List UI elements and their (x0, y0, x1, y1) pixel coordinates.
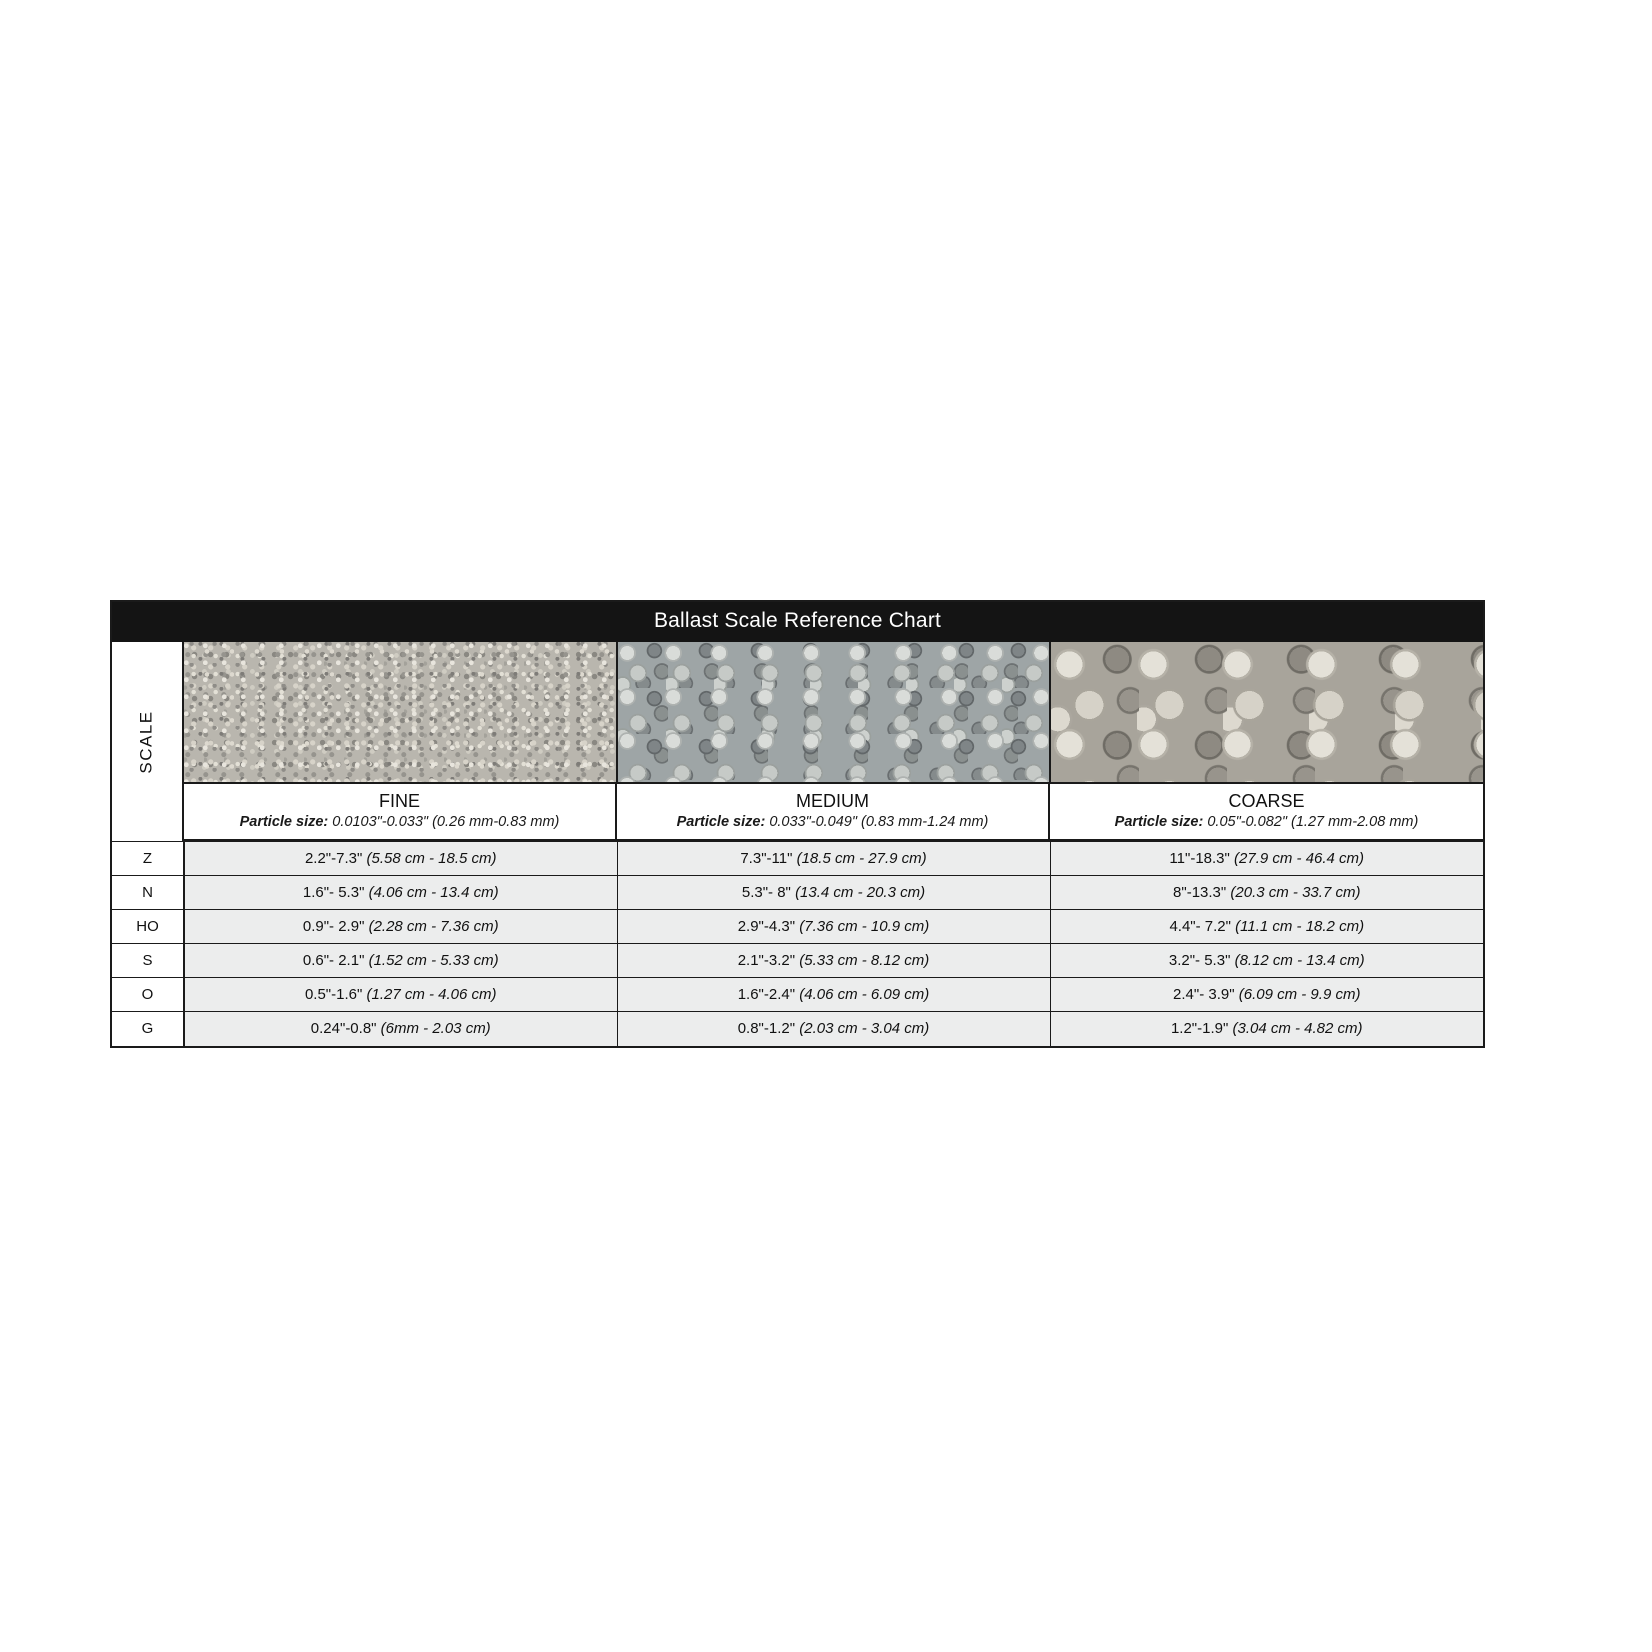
particle-size-value-fine: 0.0103"-0.033" (0.26 mm-0.83 mm) (332, 814, 560, 831)
cell-s-medium-cm: (5.33 cm - 8.12 cm) (799, 952, 930, 970)
particle-size-value-medium: 0.033"-0.049" (0.83 mm-1.24 mm) (769, 814, 989, 831)
cell-ho-fine-cm: (2.28 cm - 7.36 cm) (368, 918, 499, 936)
cell-n-coarse (1050, 876, 1483, 910)
cell-n-medium (617, 876, 1050, 910)
cell-s-fine (184, 944, 617, 978)
row-label-ho: HO (112, 910, 184, 944)
cell-s-coarse-inches: 3.2"- 5.3" (1168, 952, 1231, 970)
table-row (112, 1012, 1483, 1046)
grade-particle-size-fine (190, 813, 609, 832)
coarse-ballast-photo (1051, 642, 1483, 782)
cell-g-medium (617, 1012, 1050, 1046)
particle-size-value-coarse: 0.05"-0.082" (1.27 mm-2.08 mm) (1207, 814, 1419, 831)
cell-o-coarse-inches: 2.4"- 3.9" (1173, 986, 1235, 1004)
cell-n-coarse-cm: (20.3 cm - 33.7 cm) (1230, 884, 1361, 902)
cell-n-medium-inches: 5.3"- 8" (741, 884, 791, 902)
row-label-g: G (112, 1012, 184, 1046)
cell-ho-coarse-inches: 4.4"- 7.2" (1169, 918, 1231, 936)
cell-o-coarse (1050, 978, 1483, 1012)
cell-z-medium (617, 842, 1050, 876)
cell-ho-medium-inches: 2.9"-4.3" (737, 918, 796, 936)
grade-header-row (184, 784, 1483, 841)
cell-ho-coarse-cm: (11.1 cm - 18.2 cm) (1235, 918, 1365, 936)
grade-columns (184, 642, 1483, 841)
medium-ballast-photo (618, 642, 1052, 782)
cell-ho-medium (617, 910, 1050, 944)
cell-o-medium (617, 978, 1050, 1012)
cell-n-fine (184, 876, 617, 910)
cell-g-coarse-inches: 1.2"-1.9" (1170, 1020, 1229, 1038)
cell-z-medium-inches: 7.3"-11" (740, 850, 793, 868)
ballast-size-table (112, 841, 1483, 1046)
row-label-n: N (112, 876, 184, 910)
grade-name-coarse: COARSE (1228, 791, 1305, 811)
table-body (112, 842, 1483, 1046)
cell-n-fine-inches: 1.6"- 5.3" (302, 884, 365, 902)
cell-o-medium-inches: 1.6"-2.4" (737, 986, 796, 1004)
table-row (112, 978, 1483, 1012)
table-row (112, 944, 1483, 978)
cell-z-coarse-cm: (27.9 cm - 46.4 cm) (1234, 850, 1365, 868)
grade-name-medium: MEDIUM (796, 791, 869, 811)
grade-header-fine (184, 784, 617, 839)
cell-g-fine-inches: 0.24"-0.8" (310, 1020, 377, 1038)
medium-gravel-texture (618, 642, 1050, 782)
fine-ballast-photo (184, 642, 618, 782)
cell-g-coarse-cm: (3.04 cm - 4.82 cm) (1232, 1020, 1363, 1038)
cell-o-fine-inches: 0.5"-1.6" (304, 986, 363, 1004)
chart-upper-section (112, 642, 1483, 841)
cell-ho-medium-cm: (7.36 cm - 10.9 cm) (799, 918, 930, 936)
cell-ho-coarse (1050, 910, 1483, 944)
particle-size-label-medium: Particle size: (676, 814, 766, 831)
particle-size-label-coarse: Particle size: (1114, 814, 1204, 831)
scale-axis-label-cell (112, 642, 184, 841)
cell-z-coarse-inches: 11"-18.3" (1169, 850, 1230, 868)
cell-g-fine-cm: (6mm - 2.03 cm) (380, 1020, 491, 1038)
row-label-o: O (112, 978, 184, 1012)
cell-z-medium-cm: (18.5 cm - 27.9 cm) (796, 850, 927, 868)
ballast-photo-row (184, 642, 1483, 784)
cell-s-medium-inches: 2.1"-3.2" (737, 952, 796, 970)
grade-header-coarse (1050, 784, 1483, 839)
particle-size-label-fine: Particle size: (239, 814, 329, 831)
cell-o-fine-cm: (1.27 cm - 4.06 cm) (366, 986, 497, 1004)
grade-particle-size-coarse (1056, 813, 1477, 832)
cell-ho-fine-inches: 0.9"- 2.9" (302, 918, 365, 936)
scale-axis-label: SCALE (137, 709, 156, 774)
cell-z-fine (184, 842, 617, 876)
cell-n-coarse-inches: 8"-13.3" (1173, 884, 1227, 902)
table-row (112, 876, 1483, 910)
cell-n-fine-cm: (4.06 cm - 13.4 cm) (368, 884, 499, 902)
row-label-z: Z (112, 842, 184, 876)
fine-gravel-texture (184, 642, 616, 782)
cell-s-coarse-cm: (8.12 cm - 13.4 cm) (1234, 952, 1365, 970)
cell-s-coarse (1050, 944, 1483, 978)
cell-s-fine-cm: (1.52 cm - 5.33 cm) (368, 952, 499, 970)
grade-name-fine: FINE (378, 791, 420, 811)
cell-o-medium-cm: (4.06 cm - 6.09 cm) (799, 986, 930, 1004)
cell-z-fine-cm: (5.58 cm - 18.5 cm) (366, 850, 497, 868)
grade-particle-size-medium (623, 813, 1042, 832)
grade-header-medium (617, 784, 1050, 839)
cell-g-fine (184, 1012, 617, 1046)
chart-title: Ballast Scale Reference Chart (112, 602, 1483, 642)
coarse-gravel-texture (1051, 642, 1483, 782)
cell-z-fine-inches: 2.2"-7.3" (304, 850, 363, 868)
cell-s-fine-inches: 0.6"- 2.1" (302, 952, 365, 970)
table-row (112, 842, 1483, 876)
cell-o-coarse-cm: (6.09 cm - 9.9 cm) (1238, 986, 1361, 1004)
cell-g-medium-cm: (2.03 cm - 3.04 cm) (799, 1020, 930, 1038)
row-label-s: S (112, 944, 184, 978)
cell-o-fine (184, 978, 617, 1012)
cell-g-coarse (1050, 1012, 1483, 1046)
ballast-scale-reference-chart (110, 600, 1485, 1048)
cell-ho-fine (184, 910, 617, 944)
cell-z-coarse (1050, 842, 1483, 876)
table-row (112, 910, 1483, 944)
cell-s-medium (617, 944, 1050, 978)
cell-n-medium-cm: (13.4 cm - 20.3 cm) (795, 884, 926, 902)
cell-g-medium-inches: 0.8"-1.2" (737, 1020, 796, 1038)
